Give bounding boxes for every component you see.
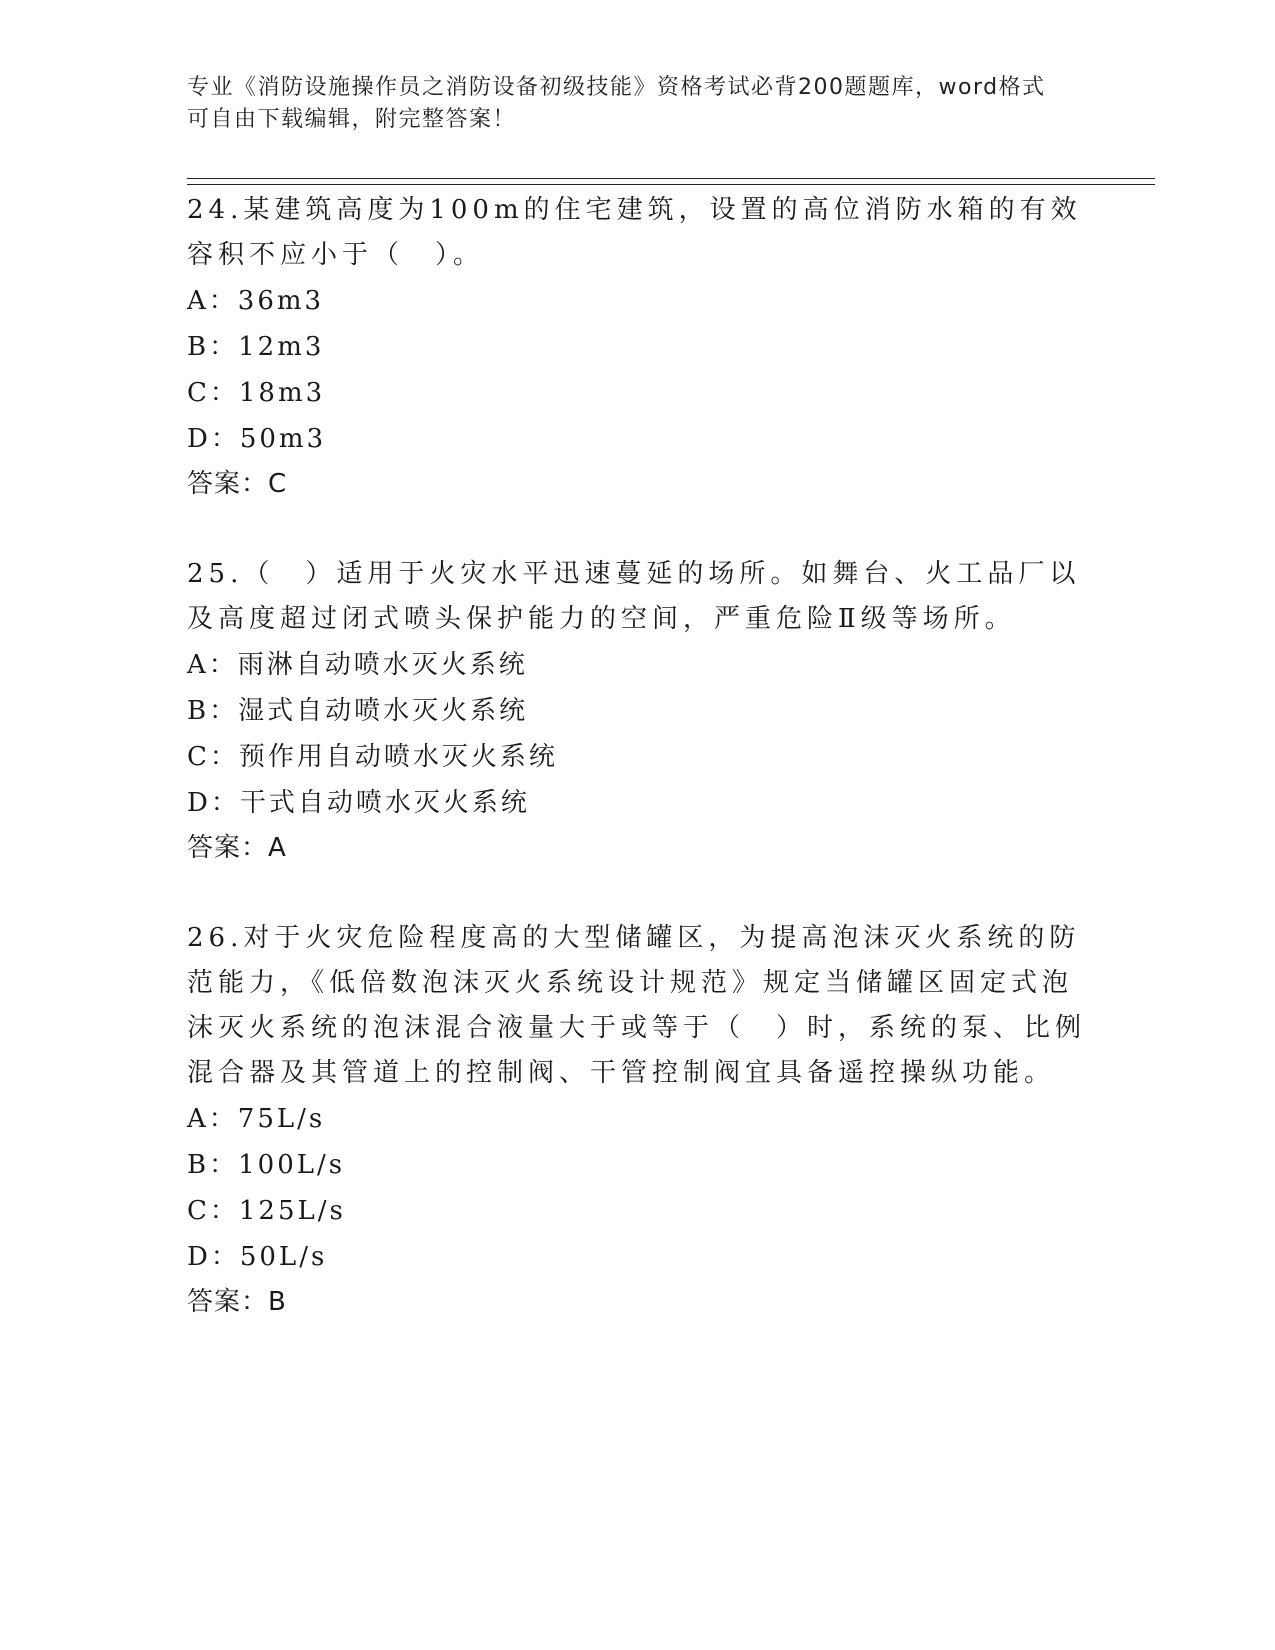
header-divider-bottom [187, 184, 1155, 185]
option-c: C：125L/s [187, 1196, 346, 1226]
question-24 [187, 188, 1087, 506]
answer: 答案：A [187, 833, 287, 863]
option-c: C：18m3 [187, 378, 326, 408]
option-c: C：预作用自动喷水灭火系统 [187, 742, 558, 772]
option-a: A：36m3 [187, 286, 325, 316]
option-b: B：12m3 [187, 332, 325, 362]
question-text: 26.对于火灾危险程度高的大型储罐区，为提高泡沫灭火系统的防范能力，《低倍数泡沫灭火系统设计规范》规定当储罐区固定式泡沫灭火系统的泡沫混合液量大于或等于（ ）时，系统的泵、比例混合器及其管道上的控制阀、干管控制阀宜具备遥控操纵功能。 [187, 923, 1087, 1088]
option-a: A：75L/s [187, 1104, 326, 1134]
option-a: A：雨淋自动喷水灭火系统 [187, 650, 528, 680]
question-text: 25.（ ）适用于火灾水平迅速蔓延的场所。如舞台、火工品厂以及高度超过闭式喷头保护能力的空间，严重危险Ⅱ级等场所。 [187, 559, 1081, 634]
option-d: D：50m3 [187, 424, 327, 454]
option-d: D：干式自动喷水灭火系统 [187, 788, 530, 818]
option-d: D：50L/s [187, 1242, 328, 1272]
question-26 [187, 916, 1087, 1324]
option-b: B：100L/s [187, 1150, 346, 1180]
question-text: 24.某建筑高度为100m的住宅建筑，设置的高位消防水箱的有效容积不应小于（ ）。 [187, 195, 1082, 270]
answer: 答案：B [187, 1287, 287, 1317]
header-divider-top [187, 178, 1155, 179]
answer: 答案：C [187, 469, 288, 499]
question-25 [187, 552, 1087, 870]
document-header: 专业《消防设施操作员之消防设备初级技能》资格考试必背200题题库，word格式可自由下载编辑，附完整答案！ [187, 75, 1046, 132]
option-b: B：湿式自动喷水灭火系统 [187, 696, 529, 726]
